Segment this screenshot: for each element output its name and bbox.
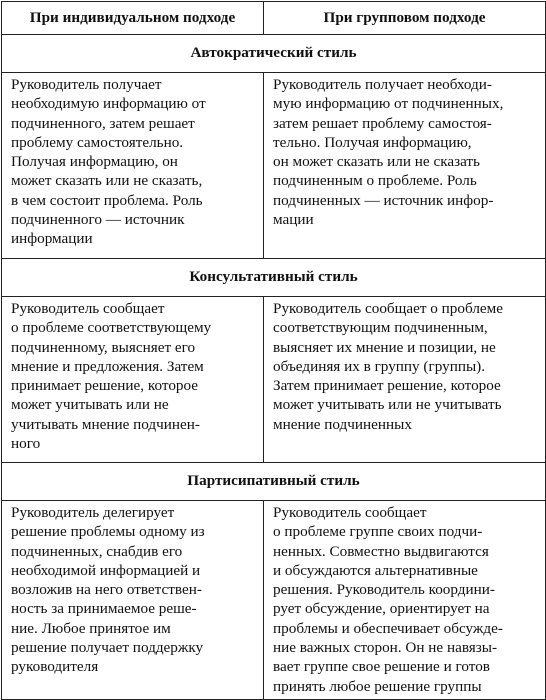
- text-line: Руководитель получает: [11, 76, 162, 93]
- text-line: решения. Руководитель координи-: [273, 581, 495, 599]
- text-line: информации: [11, 230, 93, 248]
- text-line: рует обсуждение, ориентирует на: [273, 600, 490, 618]
- text-line: принимает решение, которое: [11, 377, 199, 395]
- individual-cell: [2, 297, 264, 463]
- section-row-consultative: [2, 259, 546, 297]
- section-title: Автократический стиль: [2, 35, 546, 73]
- text-line: затем решает проблему самостоя-: [273, 114, 492, 132]
- text-line: Руководитель сообщает: [11, 300, 165, 317]
- text-line: мнение подчиненных: [273, 415, 412, 433]
- text-line: мнение и предложения. Затем: [11, 357, 204, 375]
- text-line: принять любое решение группы: [273, 677, 482, 695]
- text-line: ного: [11, 435, 41, 453]
- header-group: При групповом подходе: [264, 2, 546, 35]
- group-cell: [264, 297, 546, 463]
- text-line: решение получает поддержку: [11, 639, 204, 657]
- section-title: Партисипативный стиль: [2, 463, 546, 501]
- text-line: тельно. Получая информацию,: [273, 133, 472, 151]
- text-line: может учитывать или не: [11, 396, 169, 414]
- text-line: подчиненных — источник инфор-: [273, 191, 494, 209]
- text-line: и обсуждаются альтернативные: [273, 561, 478, 579]
- text-line: решение проблемы одному из: [11, 523, 205, 541]
- text-line: ние. Любое принятое им: [11, 619, 171, 637]
- text-line: Получая информацию, он: [11, 153, 178, 171]
- section-row-autocratic: [2, 35, 546, 73]
- text-line: подчиненным о проблеме. Роль: [273, 172, 477, 190]
- text-line: подчиненного — источник: [11, 211, 185, 229]
- text-line: ность за принимаемое реше-: [11, 600, 197, 618]
- content-row-participative: [2, 501, 546, 700]
- text-line: о проблеме группе своих подчи-: [273, 523, 483, 541]
- header-row: [2, 2, 546, 35]
- text-line: Руководитель получает необходи-: [273, 76, 492, 93]
- text-line: необходимую информацию от: [11, 95, 206, 113]
- text-line: выясняет их мнение и позиции, не: [273, 338, 496, 356]
- text-line: в чем состоит проблема. Роль: [11, 191, 203, 209]
- text-line: Руководитель делегирует: [11, 504, 175, 521]
- text-line: ние важных сторон. Он не навязы-: [273, 639, 498, 657]
- text-line: соответствующим подчиненным,: [273, 319, 488, 337]
- group-cell: [264, 73, 546, 259]
- text-line: учитывать мнение подчинен-: [11, 415, 200, 433]
- text-line: он может сказать или не сказать: [273, 153, 480, 171]
- text-line: необходимой информацией и: [11, 561, 201, 579]
- text-line: Руководитель сообщает о проблеме: [273, 300, 503, 317]
- group-cell: [264, 501, 546, 700]
- individual-cell: [2, 501, 264, 700]
- leadership-styles-table: [1, 1, 546, 700]
- text-line: вает группе свое решение и готов: [273, 658, 490, 676]
- text-line: ненных. Совместно выдвигаются: [273, 542, 489, 560]
- individual-cell: [2, 73, 264, 259]
- content-row-autocratic: [2, 73, 546, 259]
- text-line: может сказать или не сказать,: [11, 172, 203, 190]
- text-line: подчиненного, затем решает: [11, 114, 195, 132]
- section-title: Консультативный стиль: [2, 259, 546, 297]
- text-line: Руководитель сообщает: [273, 504, 427, 521]
- text-line: мации: [273, 211, 314, 229]
- text-line: о проблеме соответствующему: [11, 319, 212, 337]
- text-line: мую информацию от подчиненных,: [273, 95, 504, 113]
- text-line: может учитывать или не учитывать: [273, 396, 502, 414]
- text-line: проблемы и обеспечивает обсужде-: [273, 619, 503, 637]
- text-line: подчиненных, снабдив его: [11, 542, 183, 560]
- text-line: подчиненному, выясняет его: [11, 338, 196, 356]
- section-row-participative: [2, 463, 546, 501]
- text-line: руководителя: [11, 658, 99, 676]
- header-individual: При индивидуальном подходе: [2, 2, 264, 35]
- text-line: объединяя их в группу (группы).: [273, 357, 486, 375]
- text-line: возложив на него ответствен-: [11, 581, 202, 599]
- text-line: Затем принимает решение, которое: [273, 377, 501, 395]
- text-line: проблему самостоятельно.: [11, 133, 184, 151]
- content-row-consultative: [2, 297, 546, 463]
